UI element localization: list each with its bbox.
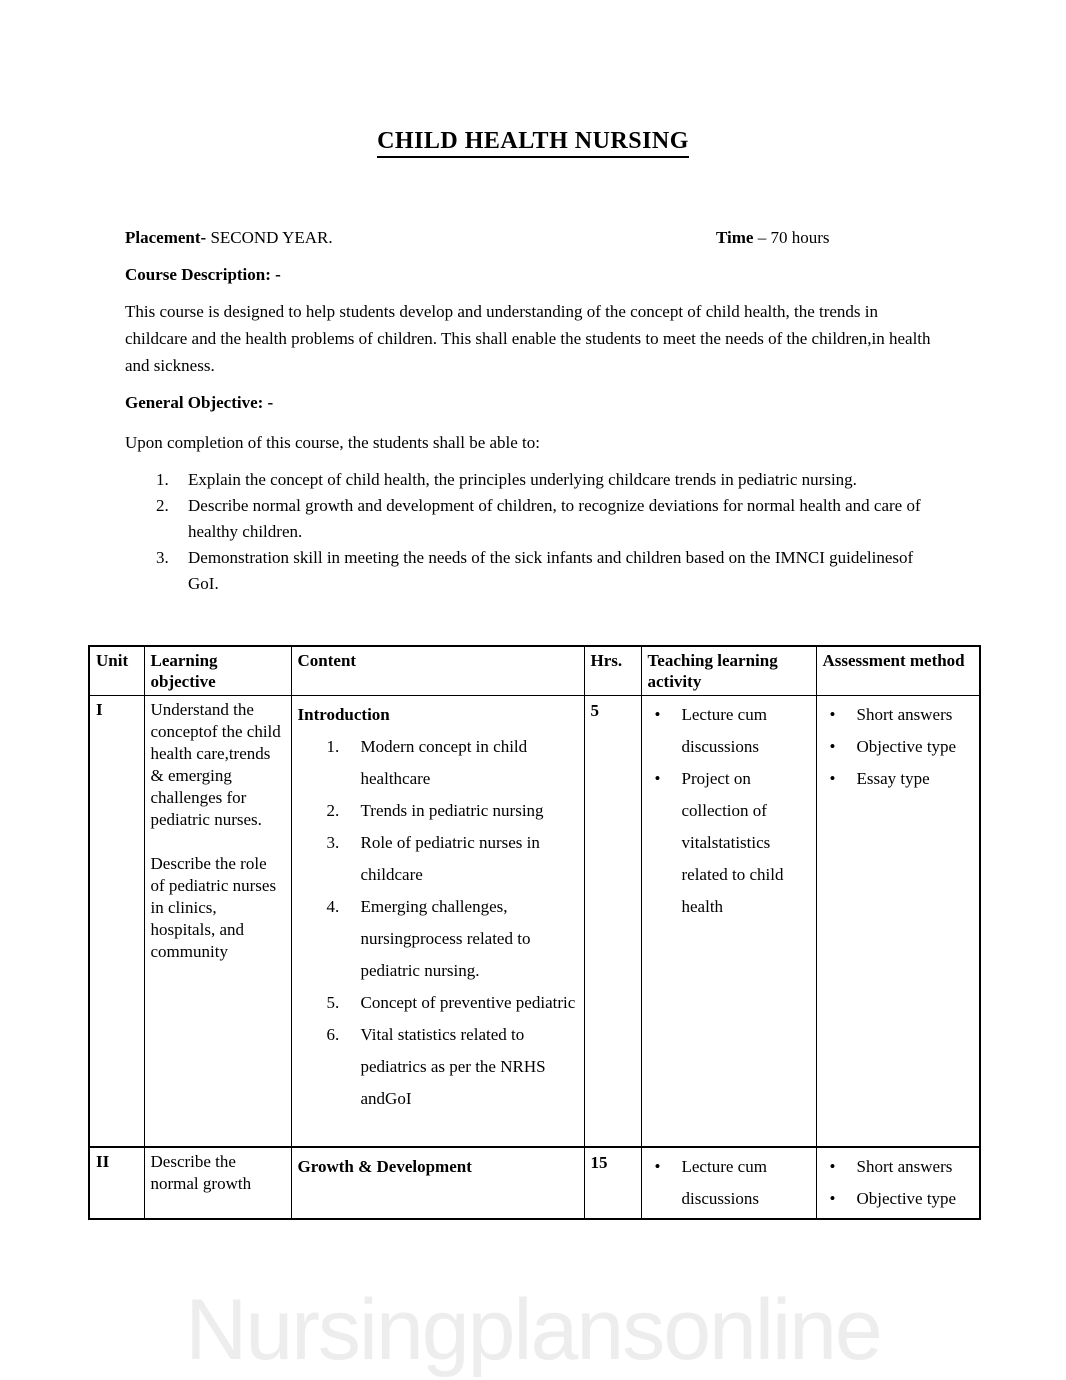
page-body xyxy=(0,224,1066,597)
teaching-activity-item: • Lecture cum discussions xyxy=(648,699,810,763)
page-title-text: CHILD HEALTH NURSING xyxy=(377,128,689,158)
content-list xyxy=(298,731,578,1115)
col-header-assessment-method: Assessment method xyxy=(816,646,980,696)
placement-time-row xyxy=(125,224,940,251)
objectives-intro: Upon completion of this course, the students shall be able to: xyxy=(125,433,541,452)
content-item: Concept of preventive pediatric xyxy=(360,993,576,1012)
content-item: Role of pediatric nurses in childcare xyxy=(360,833,540,884)
col-header-unit: Unit xyxy=(89,646,144,696)
objective-item: Describe normal growth and development of children, to recognize deviations for normal health and care of healthy children. xyxy=(188,496,921,541)
assessment-method-item: • Short answers xyxy=(823,1151,974,1183)
syllabus-table xyxy=(88,645,981,1220)
table-row-unit-2 xyxy=(89,1147,980,1219)
course-description-heading: Course Description: - xyxy=(125,265,281,284)
content-item: Vital statistics related to pediatrics as per the NRHS andGoI xyxy=(360,1025,546,1108)
teaching-activities-list xyxy=(648,699,810,923)
teaching-activity-cell xyxy=(641,696,816,1147)
teaching-activity-item: • Lecture cum discussions xyxy=(648,1151,810,1215)
assessment-method-cell xyxy=(816,696,980,1147)
assessment-method-item: • Objective type xyxy=(823,731,974,763)
assessment-method-item: • Objective type xyxy=(823,1183,974,1215)
time-label: Time xyxy=(716,228,754,247)
col-header-learning-objective: Learning objective xyxy=(144,646,291,696)
assessment-method-item: • Essay type xyxy=(823,763,974,795)
content-title: Introduction xyxy=(297,705,390,724)
hours-cell: 15 xyxy=(584,1147,641,1219)
course-description-text: This course is designed to help students develop and understanding of the concept of child health, the trends in childcare and the health problems of children. This shall enable the students to meet the needs of the children,in health and sickness. xyxy=(125,302,931,375)
hours-cell: 5 xyxy=(584,696,641,1147)
assessment-method-cell xyxy=(816,1147,980,1219)
placement-label: Placement- xyxy=(125,228,207,247)
objective-item: Explain the concept of child health, the principles underlying childcare trends in pediatric nursing. xyxy=(188,470,857,489)
objective-item: Demonstration skill in meeting the needs of the sick infants and children based on the IMNCI guidelinesof GoI. xyxy=(188,548,914,593)
col-header-teaching-activity: Teaching learning activity xyxy=(641,646,816,696)
learning-objective-paragraph: Describe the normal growth xyxy=(150,1151,252,1193)
content-item: Trends in pediatric nursing xyxy=(360,801,544,820)
content-item: Emerging challenges, nursingprocess related to pediatric nursing. xyxy=(360,897,531,980)
content-item: Modern concept in child healthcare xyxy=(360,737,528,788)
unit-cell: I xyxy=(89,696,144,1147)
learning-objective-cell xyxy=(144,696,291,1147)
page-title xyxy=(0,0,1066,158)
content-title: Growth & Development xyxy=(297,1156,472,1176)
time-block xyxy=(716,224,830,251)
table-header-row xyxy=(89,646,980,696)
content-cell xyxy=(291,1147,584,1219)
watermark: Nursingplansonline xyxy=(185,1282,881,1378)
placement-value: SECOND YEAR. xyxy=(206,228,333,247)
learning-objective-paragraph: Understand the conceptof the child health care,trends & emerging challenges for pediatric nurses. xyxy=(150,700,281,829)
table-row-unit-1 xyxy=(89,696,980,1147)
assessment-methods-list xyxy=(823,699,974,795)
unit-cell: II xyxy=(89,1147,144,1219)
content-cell xyxy=(291,696,584,1147)
assessment-method-item: • Short answers xyxy=(823,699,974,731)
teaching-activity-item: • Project on collection of vitalstatistics related to child health xyxy=(648,763,810,923)
learning-objective-cell xyxy=(144,1147,291,1219)
col-header-hours: Hrs. xyxy=(584,646,641,696)
teaching-activities-list xyxy=(648,1151,810,1215)
learning-objective-paragraph: Describe the role of pediatric nurses in clinics, hospitals, and community xyxy=(150,854,277,961)
objectives-list xyxy=(125,467,940,597)
assessment-methods-list xyxy=(823,1151,974,1215)
col-header-content: Content xyxy=(291,646,584,696)
teaching-activity-cell xyxy=(641,1147,816,1219)
time-value: – 70 hours xyxy=(753,228,830,247)
general-objective-heading: General Objective: - xyxy=(125,393,274,412)
